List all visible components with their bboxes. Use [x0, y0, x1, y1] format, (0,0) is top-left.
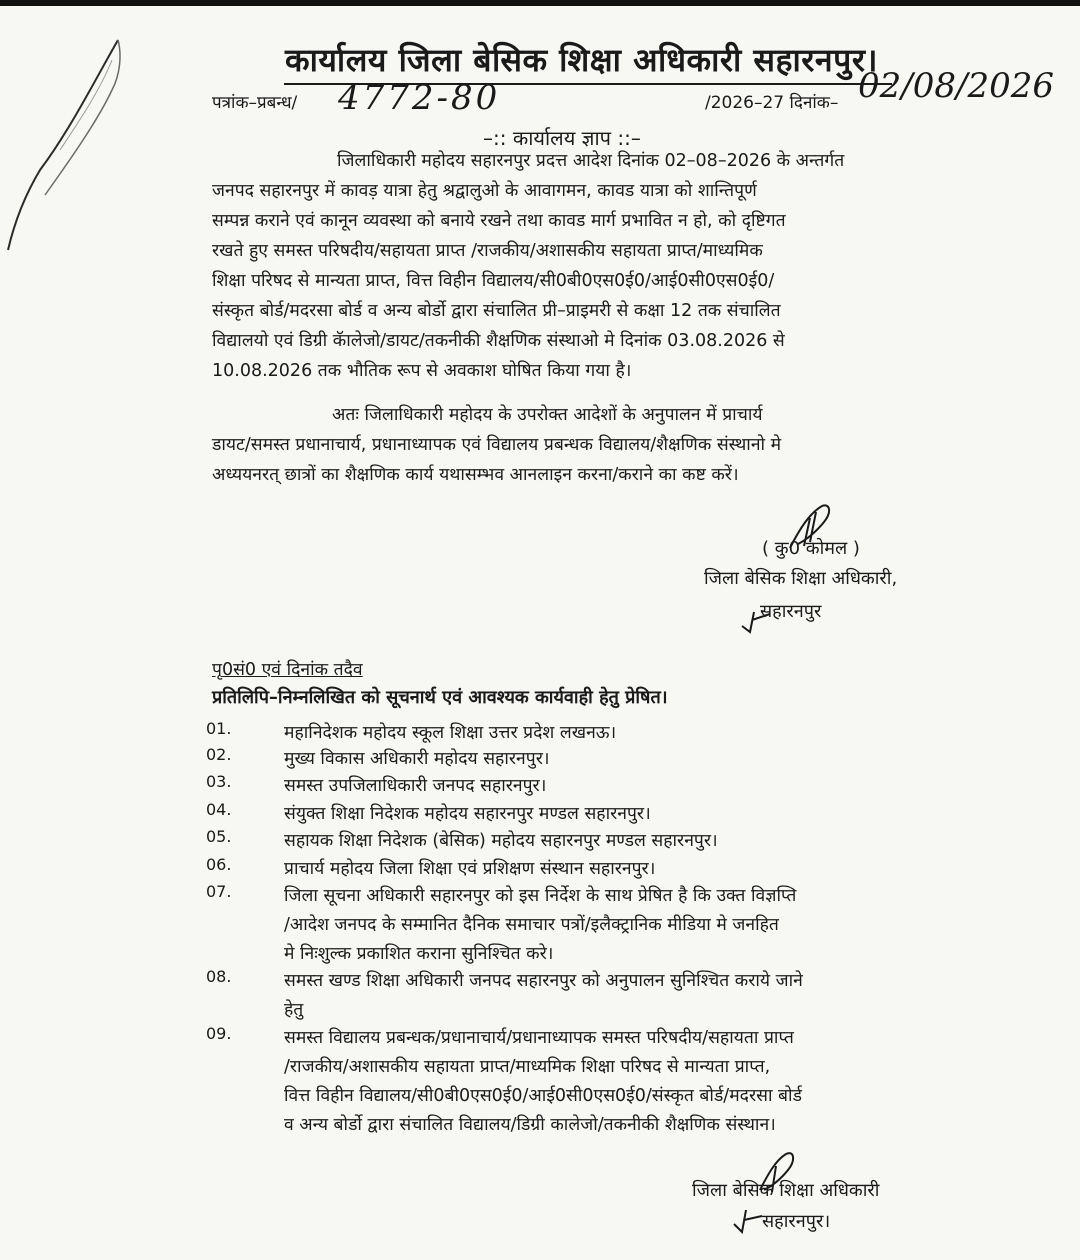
- main-paragraph: [212, 146, 967, 386]
- paragraph-line: जनपद सहारनपुर में कावड़ यात्रा हेतु श्रद्वालुओ के आवागमन, कावड यात्रा को शान्तिपूर्ण: [212, 181, 757, 201]
- paper-fold-mark: [0, 20, 140, 280]
- paragraph-line: सम्पन्न कराने एवं कानून व्यवस्था को बनाये रखने तथा कावड मार्ग प्रभावित न हो, को दृष्टिगत: [212, 211, 786, 231]
- copy-reference-heading: पृ0सं0 एवं दिनांक तदैव: [212, 660, 363, 680]
- scan-top-edge: [0, 0, 1080, 6]
- reference-label: पत्रांक–प्रबन्ध/: [212, 93, 298, 113]
- paragraph-line: जिलाधिकारी महोदय सहारनपुर प्रदत्त आदेश दिनांक 02–08–2026 के अन्तर्गत: [337, 151, 845, 171]
- list-item-text: व अन्य बोर्डो द्वारा संचालित विद्यालय/डिग्री कालेजो/तकनीकी शैक्षणिक संस्थान।: [284, 1115, 776, 1135]
- list-item-number: 05.: [206, 827, 232, 846]
- list-item-text: /आदेश जनपद के सम्मानित दैनिक समाचार पत्रों/इलैक्ट्रानिक मीडिया मे जनहित: [284, 915, 779, 935]
- list-item-number: 09.: [206, 1024, 232, 1043]
- list-item-text: समस्त उपजिलाधिकारी जनपद सहारनपुर।: [284, 776, 547, 796]
- signatory-title: जिला बेसिक शिक्षा अधिकारी,: [704, 568, 898, 589]
- list-item-number: 02.: [206, 745, 232, 764]
- paragraph-line: विद्यालयो एवं डिग्री कॅालेजो/डायट/तकनीकी शैक्षणिक संस्थाओ मे दिनांक 03.08.2026 से: [212, 331, 785, 351]
- list-item-number: 01.: [206, 719, 232, 738]
- second-paragraph: [212, 400, 967, 490]
- paragraph-line: डायट/समस्त प्रधानाचार्य, प्रधानाध्यापक एवं विद्यालय प्रबन्धक विद्यालय/शैक्षणिक संस्थानो मे: [212, 435, 782, 455]
- list-item-text: महानिदेशक महोदय स्कूल शिक्षा उत्तर प्रदेश लखनऊ।: [284, 723, 617, 743]
- paragraph-line: संस्कृत बोर्ड/मदरसा बोर्ड व अन्य बोर्डो द्वारा संचालित प्री–प्राइमरी से कक्षा 12 तक संचालित: [212, 301, 781, 321]
- copy-intro: प्रतिलिपि–निम्नलिखित को सूचनार्थ एवं आवश्यक कार्यवाही हेतु प्रेषित।: [212, 687, 668, 708]
- list-item-number: 04.: [206, 800, 232, 819]
- list-item-text: जिला सूचना अधिकारी सहारनपुर को इस निर्देश के साथ प्रेषित है कि उक्त विज्ञप्ति: [284, 886, 797, 906]
- list-item-text: मुख्य विकास अधिकारी महोदय सहारनपुर।: [284, 749, 550, 769]
- signatory-place: सहारनपुर: [760, 601, 822, 622]
- list-item-text: समस्त खण्ड शिक्षा अधिकारी जनपद सहारनपुर को अनुपालन सुनिश्चित कराये जाने: [284, 971, 803, 991]
- list-item-text: सहायक शिक्षा निदेशक (बेसिक) महोदय सहारनपुर मण्डल सहारनपुर।: [284, 831, 718, 851]
- date-handwritten: 02/08/2026: [858, 66, 1054, 106]
- list-item-text: संयुक्त शिक्षा निदेशक महोदय सहारनपुर मण्डल सहारनपुर।: [284, 804, 651, 824]
- initial-mark-icon: [732, 1204, 766, 1234]
- list-item-number: 07.: [206, 882, 232, 901]
- list-item-text: /राजकीय/अशासकीय सहायता प्राप्त/माध्यमिक शिक्षा परिषद से मान्यता प्राप्त,: [284, 1057, 771, 1077]
- list-item-number: 03.: [206, 772, 232, 791]
- list-item-number: 06.: [206, 855, 232, 874]
- footer-signatory-place: सहारनपुर।: [762, 1211, 831, 1232]
- footer-signatory-title: जिला बेसिक शिक्षा अधिकारी: [692, 1180, 880, 1201]
- list-item-text: मे निःशुल्क प्रकाशित कराना सुनिश्चित करे।: [284, 944, 554, 964]
- list-item-number: 08.: [206, 967, 232, 986]
- paragraph-line: अतः जिलाधिकारी महोदय के उपरोक्त आदेशों के अनुपालन में प्राचार्य: [332, 405, 763, 425]
- reference-year-date-label: /2026–27 दिनांक–: [705, 93, 839, 113]
- paragraph-line: रखते हुए समस्त परिषदीय/सहायता प्राप्त /राजकीय/अशासकीय सहायता प्राप्त/माध्यमिक: [212, 241, 763, 261]
- paragraph-line: 10.08.2026 तक भौतिक रूप से अवकाश घोषित किया गया है।: [212, 361, 632, 381]
- paragraph-line: शिक्षा परिषद से मान्यता प्राप्त, वित्त विहीन विद्यालय/सी0बी0एस0ई0/आई0सी0एस0ई0/: [212, 271, 775, 291]
- list-item-text: समस्त विद्यालय प्रबन्धक/प्रधानाचार्य/प्रधानाध्यापक समस्त परिषदीय/सहायता प्राप्त: [284, 1028, 794, 1048]
- signatory-name: ( कु0 कोमल ): [762, 538, 860, 559]
- paragraph-line: अध्ययनरत् छात्रों का शैक्षणिक कार्य यथासम्भव आनलाइन करना/कराने का कष्ट करें।: [212, 465, 739, 485]
- memo-heading: –:: कार्यालय ज्ञाप ::–: [483, 126, 641, 150]
- list-item-text: वित्त विहीन विद्यालय/सी0बी0एस0ई0/आई0सी0एस0ई0/संस्कृत बोर्ड/मदरसा बोर्ड: [284, 1086, 802, 1106]
- office-title: कार्यालय जिला बेसिक शिक्षा अधिकारी सहारनपुर।: [285, 41, 879, 79]
- list-item-text: हेतु: [284, 1000, 304, 1020]
- reference-number-handwritten: 4772-80: [338, 78, 501, 118]
- list-item-text: प्राचार्य महोदय जिला शिक्षा एवं प्रशिक्षण संस्थान सहारनपुर।: [284, 859, 656, 879]
